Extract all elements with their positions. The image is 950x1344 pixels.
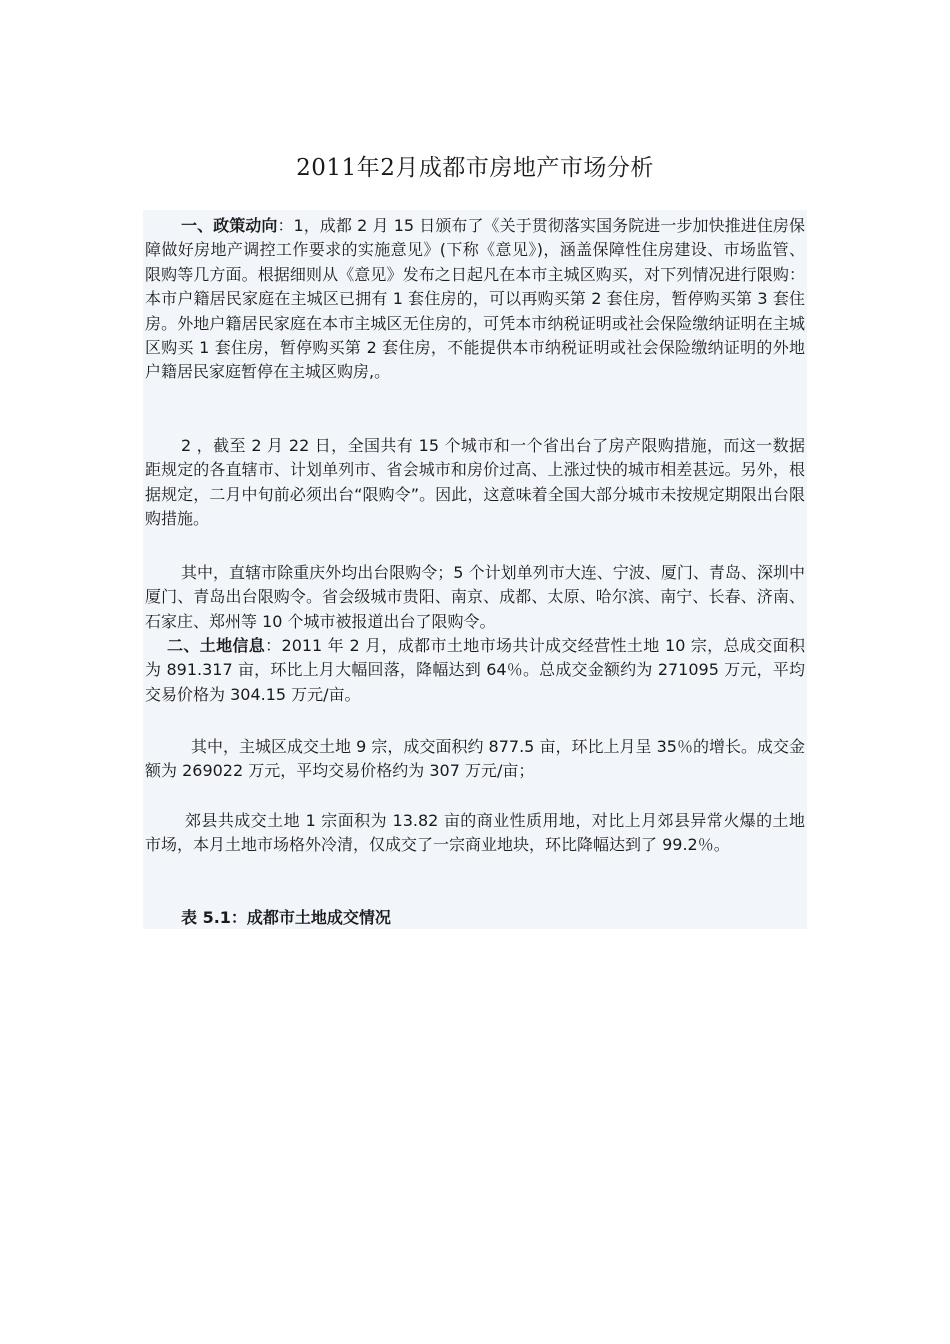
policy-paragraph-1-text: ：1，成都 2 月 15 日颁布了《关于贯彻落实国务院进一步加快推进住房保障做好房地产调控工作要求的实施意见》(下称《意见》)，涵盖保障性住房建设、市场监管、限购等几方面。根据细则从《意见》发布之日起凡在本市主城区购买，对下列情况进行限购：本市户籍居民家庭在主城区已拥有 1 套住房的，可以再购买第 2 套住房，暂停购买第 3 套住房。外地户籍居民家庭在本市主城区无住房的，可凭本市纳税证明或社会保险缴纳证明在主城区购买 1 套住房，暂停购买第 2 套住房，不能提供本市纳税证明或社会保险缴纳证明的外地户籍居民家庭暂停在主城区购房,。 [145,216,805,382]
section-heading-policy: 一、政策动向 [181,216,278,235]
land-paragraph-2: 其中，主城区成交土地 9 宗，成交面积约 877.5 亩，环比上月呈 35％的增长。成交金额为 269022 万元，平均交易价格约为 307 万元/亩； [145,737,805,781]
land-paragraph-1 [145,634,805,707]
land-paragraph-1-text: ：2011 年 2 月，成都市土地市场共计成交经营性土地 10 宗，总成交面积为 891.317 亩，环比上月大幅回落，降幅达到 64％。总成交金额约为 271095 万元，平均交易价格为 304.15 万元/亩。 [145,636,805,704]
policy-paragraph-1 [145,214,805,385]
policy-paragraph-3: 其中，直辖市除重庆外均出台限购令；5 个计划单列市大连、宁波、厦门、青岛、深圳中厦门、青岛出台限购令。省会级城市贵阳、南京、成都、太原、哈尔滨、南宁、长春、济南、石家庄、郑州等 10 个城市被报道出台了限购令。 [145,563,805,631]
page-title: 2011年2月成都市房地产市场分析 [296,155,654,181]
land-paragraph-3: 郊县共成交土地 1 宗面积为 13.82 亩的商业性质用地，对比上月郊县异常火爆的土地市场，本月土地市场格外冷清，仅成交了一宗商业地块，环比降幅达到了 99.2％。 [145,811,805,855]
table-caption: 表 5.1：成都市土地成交情况 [181,908,391,927]
section-heading-land: 二、土地信息 [167,636,266,655]
policy-paragraph-2: 2 ，截至 2 月 22 日，全国共有 15 个城市和一个省出台了房产限购措施，而这一数据距规定的各直辖市、计划单列市、省会城市和房价过高、上涨过快的城市相差甚远。另外，根据规定，二月中旬前必须出台“限购令”。因此，这意味着全国大部分城市未按规定期限出台限购措施。 [145,436,805,529]
